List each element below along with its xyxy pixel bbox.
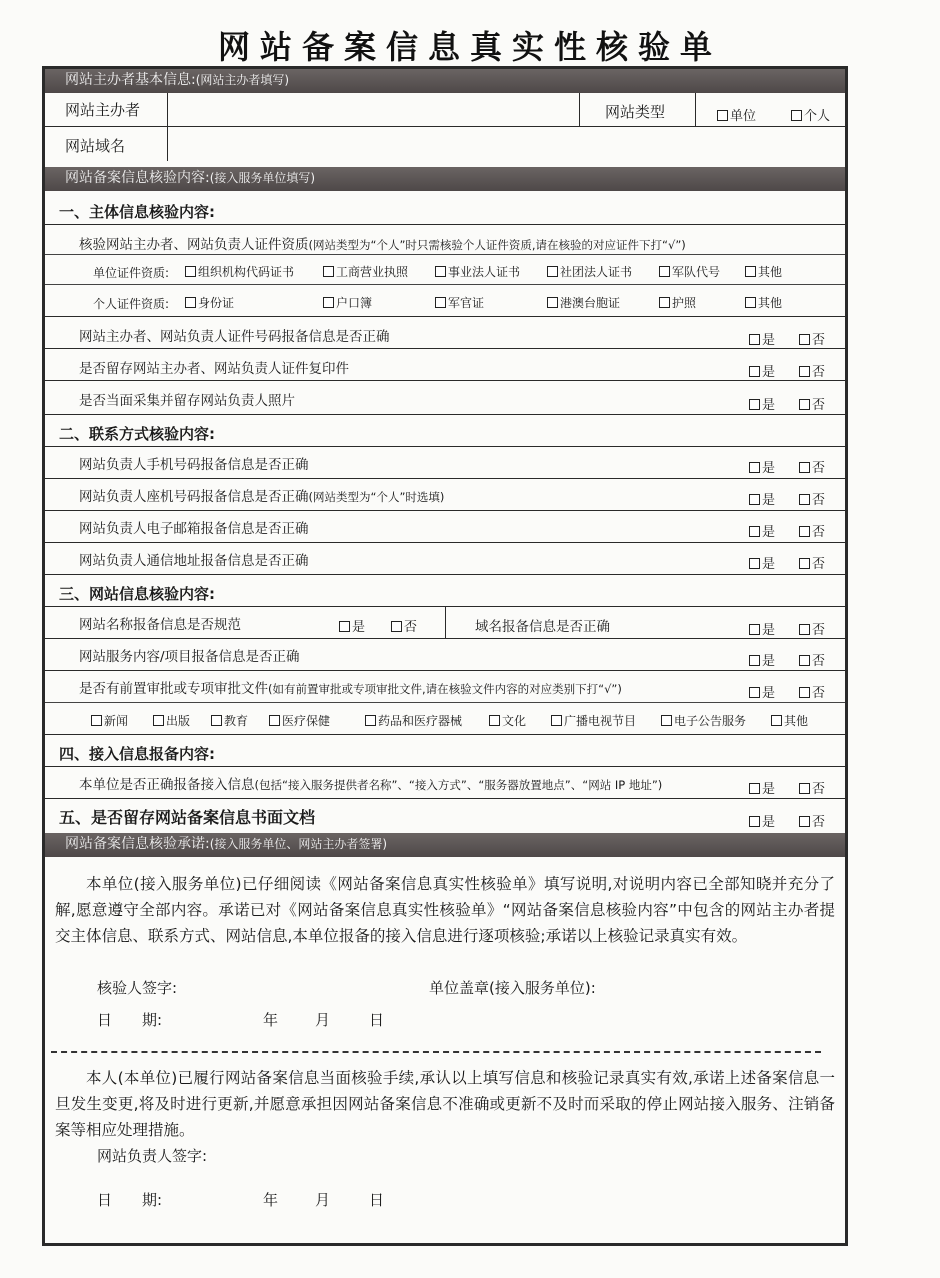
no-option[interactable] <box>799 489 825 508</box>
date-label-2: 日 期: <box>97 1191 163 1209</box>
checkbox[interactable] <box>91 715 102 726</box>
option-label: 身份证 <box>198 296 235 310</box>
yes-option[interactable] <box>749 619 775 638</box>
checkbox[interactable] <box>799 687 810 698</box>
verify-header-note: (接入服务单位填写) <box>209 171 316 185</box>
part5-title: 五、是否留存网站备案信息书面文档 <box>59 808 316 827</box>
checkbox[interactable] <box>749 494 760 505</box>
doc-check-label <box>79 233 686 253</box>
unit-docs-row <box>45 255 845 285</box>
yes-label: 是 <box>762 557 776 572</box>
checkbox-unit[interactable] <box>717 110 728 121</box>
domain-divider <box>167 127 168 161</box>
yes-label: 是 <box>762 493 776 508</box>
checkbox[interactable] <box>799 334 810 345</box>
unit-doc-option[interactable] <box>435 263 520 280</box>
option-label: 工商营业执照 <box>336 265 409 279</box>
part2-q3-label: 网站负责人电子邮箱报备信息是否正确 <box>79 521 309 537</box>
part2-q2-label <box>79 485 444 505</box>
person-doc-option[interactable] <box>185 294 234 311</box>
part1-q2-label: 是否留存网站主办者、网站负责人证件复印件 <box>79 361 349 377</box>
checkbox[interactable] <box>799 399 810 410</box>
category-option[interactable] <box>551 712 636 729</box>
no-label: 否 <box>812 686 826 701</box>
option-label: 护照 <box>672 296 697 310</box>
checkbox[interactable] <box>749 366 760 377</box>
basic-info-header <box>45 69 845 93</box>
domain-input[interactable] <box>173 130 833 158</box>
no-label: 否 <box>812 398 826 413</box>
part4-title-row <box>45 735 845 767</box>
option-label: 药品和医疗器械 <box>378 714 463 728</box>
basic-info-header-note: (网站主办者填写) <box>195 73 290 87</box>
no-label: 否 <box>812 782 826 797</box>
yes-option[interactable] <box>749 650 775 669</box>
yes-option[interactable] <box>749 778 775 797</box>
yes-option[interactable] <box>749 329 775 348</box>
yes-label: 是 <box>762 623 776 638</box>
no-label: 否 <box>812 654 826 669</box>
part3-title: 三、网站信息核验内容: <box>59 585 215 603</box>
checkbox[interactable] <box>749 526 760 537</box>
part1-title-row <box>45 191 845 225</box>
promise-paragraph-2: 本人(本单位)已履行网站备案信息当面核验手续,承认以上填写信息和核验记录真实有效,承诺上述备案信息一旦发生变更,将及时进行更新,并愿意承担因网站备案信息不准确或更新不及时而采取的停止网站接入服务、注销备案等相应处理措施。 <box>55 1069 835 1139</box>
part2-q2-text: 网站负责人座机号码报备信息是否正确 <box>79 489 309 505</box>
part2-title: 二、联系方式核验内容: <box>59 425 215 443</box>
yes-option[interactable] <box>749 457 775 476</box>
part3-q3-label <box>79 677 622 697</box>
option-label: 事业法人证书 <box>448 265 521 279</box>
doc-check-row <box>45 225 845 255</box>
checkbox[interactable] <box>799 655 810 666</box>
checkbox[interactable] <box>659 297 670 308</box>
unit-docs-label: 单位证件资质: <box>93 266 170 280</box>
checkbox[interactable] <box>799 494 810 505</box>
category-option[interactable] <box>211 712 248 729</box>
category-option[interactable] <box>269 712 330 729</box>
checkbox[interactable] <box>749 334 760 345</box>
checkbox[interactable] <box>799 816 810 827</box>
form-title: 网站备案信息真实性核验单 <box>217 28 722 66</box>
day-label-2: 日 <box>369 1191 385 1209</box>
part2-q1-label: 网站负责人手机号码报备信息是否正确 <box>79 457 309 473</box>
no-option[interactable] <box>799 521 825 540</box>
checkbox[interactable] <box>323 297 334 308</box>
yes-label: 是 <box>762 782 776 797</box>
promise-header-label: 网站备案信息核验承诺: <box>65 836 210 852</box>
unit-doc-option[interactable] <box>547 263 632 280</box>
domain-row <box>45 127 845 161</box>
sponsor-input[interactable] <box>173 95 573 123</box>
part2-title-row <box>45 415 845 447</box>
verify-header-label: 网站备案信息核验内容: <box>65 170 210 186</box>
part1-q2-row <box>45 349 845 381</box>
option-label: 军队代号 <box>672 265 721 279</box>
part3-q3-row <box>45 671 845 703</box>
checkbox[interactable] <box>771 715 782 726</box>
checkbox[interactable] <box>365 715 376 726</box>
checkbox[interactable] <box>799 462 810 473</box>
year-label-2: 年 <box>263 1191 279 1209</box>
type-divider-right <box>695 93 696 127</box>
checkbox[interactable] <box>799 526 810 537</box>
yes-label: 是 <box>762 686 776 701</box>
form-sheet <box>42 66 848 1246</box>
option-label: 其他 <box>758 296 783 310</box>
unit-seal-label: 单位盖章(接入服务单位): <box>429 979 596 997</box>
type-divider-left <box>579 93 580 127</box>
checkbox[interactable] <box>661 715 672 726</box>
year-label-1: 年 <box>263 1011 279 1029</box>
no-label: 否 <box>812 493 826 508</box>
checkbox[interactable] <box>659 266 670 277</box>
checkbox[interactable] <box>551 715 562 726</box>
option-label: 新闻 <box>104 714 129 728</box>
option-label: 军官证 <box>448 296 485 310</box>
yes-option[interactable] <box>749 811 775 830</box>
date-label-1: 日 期: <box>97 1011 163 1029</box>
part3-q2-label: 网站服务内容/项目报备信息是否正确 <box>79 649 300 665</box>
part3-q1-row <box>45 607 845 639</box>
no-option[interactable] <box>799 650 825 669</box>
category-option[interactable] <box>91 712 128 729</box>
category-option[interactable] <box>661 712 746 729</box>
part2-q2-note: (网站类型为“个人”时选填) <box>308 490 445 504</box>
owner-sign-label: 网站负责人签字: <box>97 1147 208 1165</box>
option-label: 电子公告服务 <box>674 714 747 728</box>
person-docs-label: 个人证件资质: <box>93 297 170 311</box>
no-label: 否 <box>812 557 826 572</box>
checkbox[interactable] <box>749 462 760 473</box>
checkbox[interactable] <box>749 655 760 666</box>
verify-header <box>45 167 845 191</box>
no-option[interactable] <box>799 778 825 797</box>
part1-q3-row <box>45 381 845 415</box>
part5-row <box>45 799 845 833</box>
yes-option[interactable] <box>339 616 365 635</box>
yes-label: 是 <box>762 333 776 348</box>
yes-option[interactable] <box>749 553 775 572</box>
checkbox[interactable] <box>749 558 760 569</box>
yes-option[interactable] <box>749 394 775 413</box>
part2-q4-label: 网站负责人通信地址报备信息是否正确 <box>79 553 309 569</box>
no-label: 否 <box>812 623 826 638</box>
basic-info-header-label: 网站主办者基本信息: <box>65 72 196 88</box>
checkbox[interactable] <box>153 715 164 726</box>
part3-q2-row <box>45 639 845 671</box>
no-option[interactable] <box>799 329 825 348</box>
checkbox[interactable] <box>799 366 810 377</box>
part4-q1-label <box>79 773 662 793</box>
part2-q4-row <box>45 543 845 575</box>
day-label-1: 日 <box>369 1011 385 1029</box>
doc-check-note: (网站类型为“个人”时只需核验个人证件资质,请在核验的对应证件下打“√”) <box>308 238 686 252</box>
type-label: 网站类型 <box>605 103 666 121</box>
option-label: 社团法人证书 <box>560 265 633 279</box>
person-doc-option[interactable] <box>435 294 484 311</box>
yes-label: 是 <box>762 815 776 830</box>
yes-label: 是 <box>352 620 366 635</box>
type-option-person-label: 个人 <box>804 109 831 124</box>
checkbox[interactable] <box>799 624 810 635</box>
option-label: 其他 <box>758 265 783 279</box>
verifier-sign-label: 核验人签字: <box>97 979 178 997</box>
part3-title-row <box>45 575 845 607</box>
unit-doc-option[interactable] <box>659 263 720 280</box>
no-label: 否 <box>404 620 418 635</box>
category-option[interactable] <box>489 712 526 729</box>
part4-q1-text: 本单位是否正确报备接入信息 <box>79 777 255 793</box>
part1-title: 一、主体信息核验内容: <box>59 203 215 221</box>
checkbox[interactable] <box>749 687 760 698</box>
part1-q3-label: 是否当面采集并留存网站负责人照片 <box>79 393 295 409</box>
part2-q3-row <box>45 511 845 543</box>
category-option[interactable] <box>771 712 808 729</box>
yes-label: 是 <box>762 365 776 380</box>
checkbox[interactable] <box>745 266 756 277</box>
part1-q1-row <box>45 317 845 349</box>
yes-option[interactable] <box>749 682 775 701</box>
part4-q1-note: (包括“接入服务提供者名称”、“接入方式”、“服务器放置地点”、“网站 IP 地址”) <box>254 778 663 792</box>
option-label: 组织机构代码证书 <box>198 265 295 279</box>
promise-header <box>45 833 845 857</box>
person-docs-row <box>45 285 845 317</box>
yes-option[interactable] <box>749 489 775 508</box>
month-label-1: 月 <box>315 1011 331 1029</box>
part3-q3-text: 是否有前置审批或专项审批文件 <box>79 681 268 697</box>
checkbox[interactable] <box>269 715 280 726</box>
checkbox[interactable] <box>749 783 760 794</box>
option-label: 出版 <box>166 714 191 728</box>
checkbox[interactable] <box>745 297 756 308</box>
checkbox[interactable] <box>489 715 500 726</box>
checkbox[interactable] <box>435 297 446 308</box>
domain-label: 网站域名 <box>65 137 126 155</box>
checkbox[interactable] <box>749 399 760 410</box>
part3-q1-label: 网站名称报备信息是否规范 <box>79 617 241 633</box>
checkbox[interactable] <box>391 621 402 632</box>
category-option[interactable] <box>153 712 190 729</box>
part3-q1-divider <box>445 607 446 639</box>
promise-header-note: (接入服务单位、网站主办者签署) <box>209 837 388 851</box>
no-label: 否 <box>812 461 826 476</box>
checkbox[interactable] <box>323 266 334 277</box>
no-option[interactable] <box>799 361 825 380</box>
checkbox[interactable] <box>547 266 558 277</box>
categories-row <box>45 703 845 735</box>
no-label: 否 <box>812 525 826 540</box>
yes-label: 是 <box>762 654 776 669</box>
checkbox[interactable] <box>749 624 760 635</box>
part3-q3-note: (如有前置审批或专项审批文件,请在核验文件内容的对应类别下打“√”) <box>268 682 622 696</box>
part3-q1b-label: 域名报备信息是否正确 <box>475 619 610 635</box>
part4-title: 四、接入信息报备内容: <box>59 745 215 763</box>
doc-check-text: 核验网站主办者、网站负责人证件资质 <box>79 237 309 253</box>
no-label: 否 <box>812 333 826 348</box>
option-label: 教育 <box>224 714 249 728</box>
part4-q1-row <box>45 767 845 799</box>
option-label: 港澳台胞证 <box>560 296 621 310</box>
promise-paragraph-1: 本单位(接入服务单位)已仔细阅读《网站备案信息真实性核验单》填写说明,对说明内容已全部知晓并充分了解,愿意遵守全部内容。承诺已对《网站备案信息真实性核验单》“网站备案信息核验内容”中包含的网站主办者提交主体信息、联系方式、网站信息,本单位报备的接入信息进行逐项核验;承诺以上核验记录真实有效。 <box>55 875 835 945</box>
part2-q1-row <box>45 447 845 479</box>
category-option[interactable] <box>365 712 462 729</box>
person-doc-option[interactable] <box>323 294 372 311</box>
option-label: 文化 <box>502 714 527 728</box>
sponsor-label: 网站主办者 <box>65 101 141 119</box>
no-option[interactable] <box>799 811 825 830</box>
yes-label: 是 <box>762 398 776 413</box>
dashed-divider <box>51 1051 821 1053</box>
no-option[interactable] <box>799 682 825 701</box>
person-doc-option[interactable] <box>745 294 782 311</box>
no-label: 否 <box>812 815 826 830</box>
yes-label: 是 <box>762 461 776 476</box>
no-option[interactable] <box>799 619 825 638</box>
checkbox[interactable] <box>211 715 222 726</box>
month-label-2: 月 <box>315 1191 331 1209</box>
yes-option[interactable] <box>749 361 775 380</box>
option-label: 医疗保健 <box>282 714 331 728</box>
checkbox[interactable] <box>339 621 350 632</box>
checkbox-person[interactable] <box>791 110 802 121</box>
yes-label: 是 <box>762 525 776 540</box>
option-label: 广播电视节目 <box>564 714 637 728</box>
checkbox[interactable] <box>185 297 196 308</box>
person-doc-option[interactable] <box>659 294 696 311</box>
checkbox[interactable] <box>547 297 558 308</box>
type-option-person[interactable] <box>791 105 830 124</box>
no-option[interactable] <box>799 457 825 476</box>
unit-doc-option[interactable] <box>185 263 294 280</box>
checkbox[interactable] <box>799 783 810 794</box>
no-option[interactable] <box>799 394 825 413</box>
checkbox[interactable] <box>435 266 446 277</box>
checkbox[interactable] <box>185 266 196 277</box>
unit-doc-option[interactable] <box>323 263 408 280</box>
option-label: 户口簿 <box>336 296 373 310</box>
type-option-unit[interactable] <box>717 105 756 124</box>
yes-option[interactable] <box>749 521 775 540</box>
unit-doc-option[interactable] <box>745 263 782 280</box>
no-label: 否 <box>812 365 826 380</box>
person-doc-option[interactable] <box>547 294 620 311</box>
part1-q1-label: 网站主办者、网站负责人证件号码报备信息是否正确 <box>79 329 390 345</box>
type-option-unit-label: 单位 <box>730 109 757 124</box>
checkbox[interactable] <box>749 816 760 827</box>
no-option[interactable] <box>391 616 417 635</box>
option-label: 其他 <box>784 714 809 728</box>
part2-q2-row <box>45 479 845 511</box>
checkbox[interactable] <box>799 558 810 569</box>
sponsor-row <box>45 93 845 127</box>
sponsor-divider <box>167 93 168 127</box>
no-option[interactable] <box>799 553 825 572</box>
